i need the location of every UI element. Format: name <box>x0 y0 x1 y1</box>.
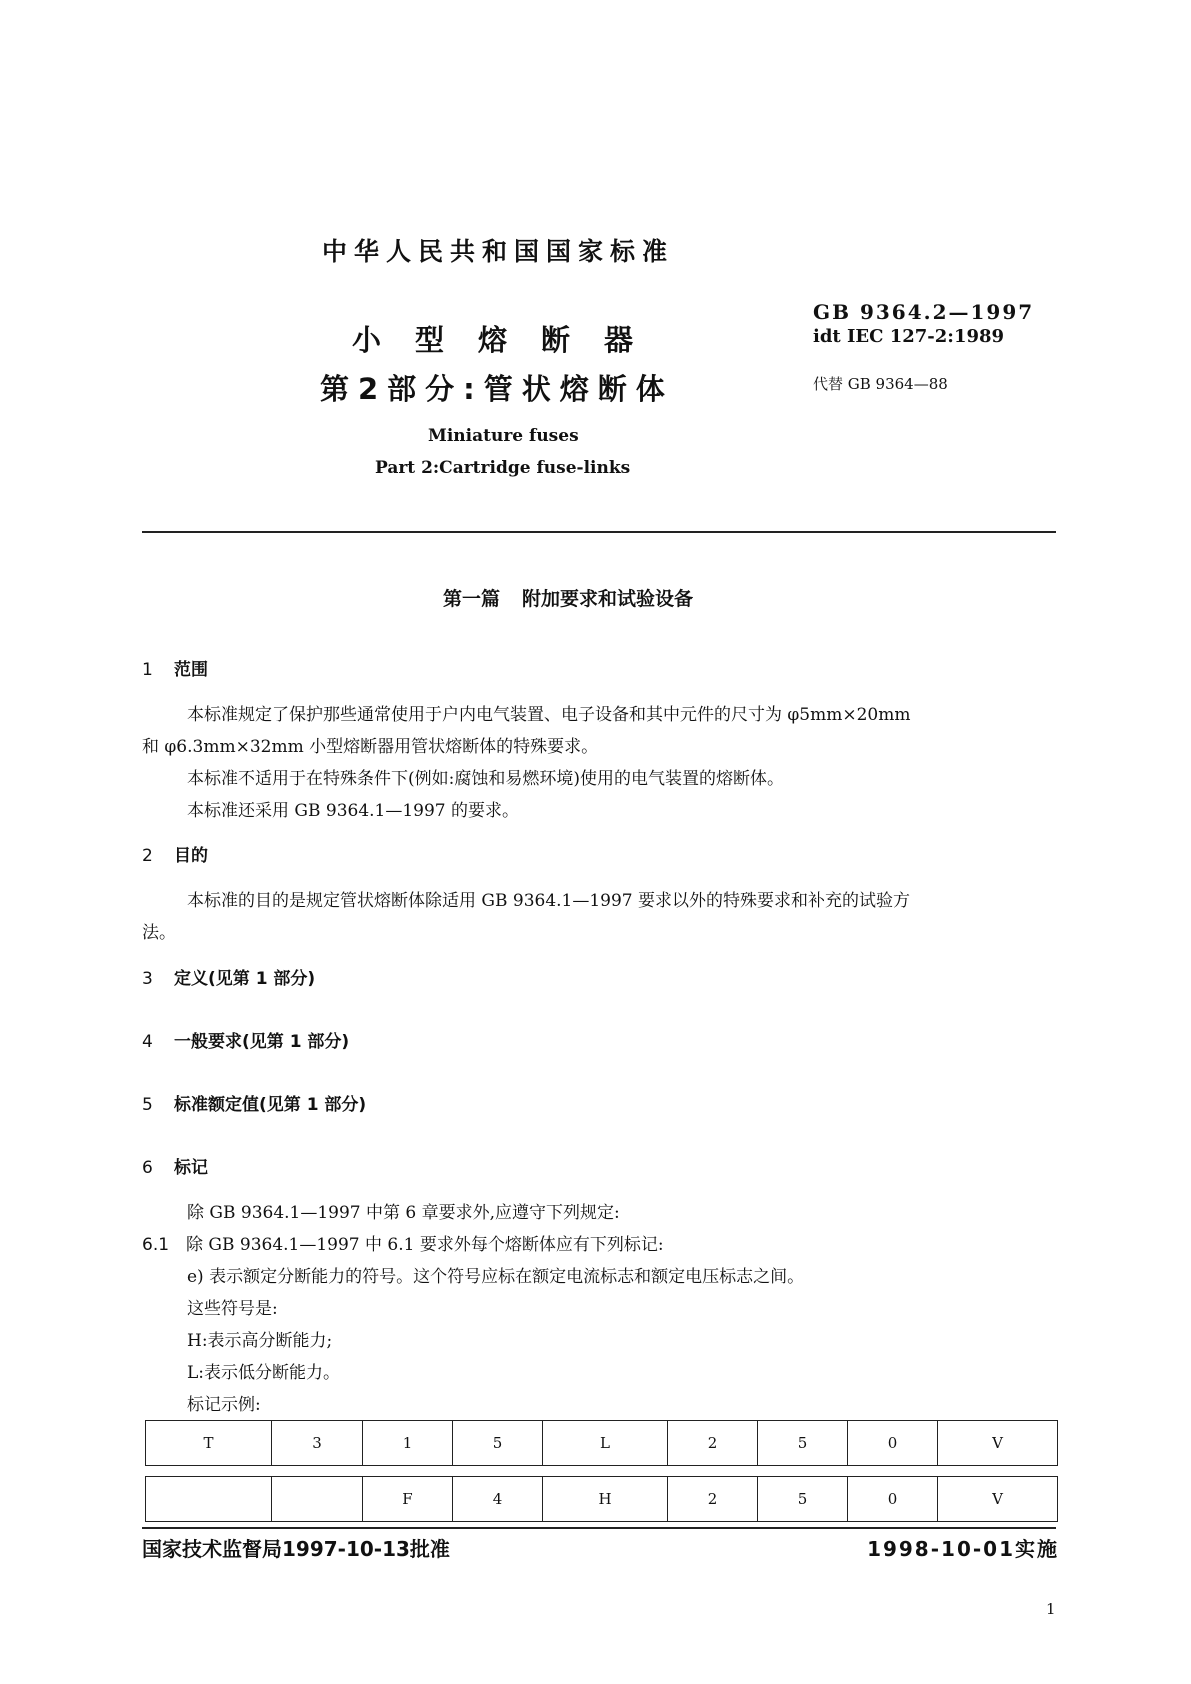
table-cell: 3 <box>272 1421 363 1466</box>
section-5-heading <box>142 1090 366 1115</box>
english-title-line1: Miniature fuses <box>428 426 579 446</box>
subsection-text: 除 GB 9364.1—1997 中 6.1 要求外每个熔断体应有下列标记: <box>186 1235 664 1255</box>
subsection-6-1 <box>142 1230 664 1255</box>
table-cell: 2 <box>668 1421 758 1466</box>
part-label: 第一篇 <box>443 588 501 610</box>
section-title: 定义(见第 1 部分) <box>174 969 316 989</box>
paragraph: 标记示例: <box>187 1395 261 1415</box>
section-number: 4 <box>142 1032 153 1052</box>
effective-date: 1998-10-01实施 <box>867 1537 1059 1561</box>
table-cell <box>272 1477 363 1522</box>
paragraph: 和 φ6.3mm×32mm 小型熔断器用管状熔断体的特殊要求。 <box>142 737 599 757</box>
section-number: 6 <box>142 1158 153 1178</box>
document-title-line1: 小型熔断器 <box>352 323 668 357</box>
paragraph: 本标准规定了保护那些通常使用于户内电气装置、电子设备和其中元件的尺寸为 φ5mm×20mm <box>187 705 911 725</box>
subsection-number: 6.1 <box>142 1235 170 1255</box>
marking-example-row1 <box>145 1420 1058 1466</box>
list-item: L:表示低分断能力。 <box>187 1363 341 1383</box>
section-title: 范围 <box>174 660 208 680</box>
table-cell: 0 <box>848 1477 938 1522</box>
table-cell: T <box>146 1421 272 1466</box>
marking-example-row2 <box>145 1476 1058 1522</box>
section-number: 1 <box>142 660 153 680</box>
table-cell: F <box>363 1477 453 1522</box>
table-cell: 2 <box>668 1477 758 1522</box>
table-cell: 5 <box>453 1421 543 1466</box>
table-cell: 5 <box>758 1477 848 1522</box>
paragraph: 法。 <box>142 923 176 943</box>
section-title: 标记 <box>174 1158 208 1178</box>
english-title-line2: Part 2:Cartridge fuse-links <box>375 458 631 478</box>
section-number: 5 <box>142 1095 153 1115</box>
paragraph: 这些符号是: <box>187 1299 278 1319</box>
list-item: e) 表示额定分断能力的符号。这个符号应标在额定电流标志和额定电压标志之间。 <box>187 1267 805 1287</box>
replaces-reference: 代替 GB 9364—88 <box>813 375 948 393</box>
idt-reference: idt IEC 127-2:1989 <box>813 326 1005 347</box>
table-cell <box>146 1477 272 1522</box>
paragraph: 本标准还采用 GB 9364.1—1997 的要求。 <box>187 801 520 821</box>
section-title: 一般要求(见第 1 部分) <box>174 1032 350 1052</box>
approval-date: 国家技术监督局1997-10-13批准 <box>142 1537 450 1561</box>
section-3-heading <box>142 964 315 989</box>
footer-divider <box>142 1527 1056 1529</box>
table-cell: V <box>938 1421 1058 1466</box>
paragraph: 本标准不适用于在特殊条件下(例如:腐蚀和易燃环境)使用的电气装置的熔断体。 <box>187 769 784 789</box>
section-2-heading <box>142 841 208 866</box>
part-title: 附加要求和试验设备 <box>522 588 694 610</box>
national-standard-heading: 中华人民共和国国家标准 <box>322 237 675 266</box>
section-title: 目的 <box>174 846 208 866</box>
section-title: 标准额定值(见第 1 部分) <box>174 1095 367 1115</box>
table-cell: H <box>543 1477 668 1522</box>
table-cell: 0 <box>848 1421 938 1466</box>
part-heading <box>443 584 715 611</box>
list-item: H:表示高分断能力; <box>187 1331 333 1351</box>
gb-number: GB 9364.2—1997 <box>813 300 1035 324</box>
table-cell: V <box>938 1477 1058 1522</box>
paragraph: 本标准的目的是规定管状熔断体除适用 GB 9364.1—1997 要求以外的特殊要求和补充的试验方 <box>187 891 911 911</box>
table-cell: L <box>543 1421 668 1466</box>
table-cell: 1 <box>363 1421 453 1466</box>
table-cell: 5 <box>758 1421 848 1466</box>
section-number: 3 <box>142 969 153 989</box>
section-1-heading <box>142 655 208 680</box>
section-number: 2 <box>142 846 153 866</box>
section-6-heading <box>142 1153 208 1178</box>
header-divider <box>142 531 1056 533</box>
table-cell: 4 <box>453 1477 543 1522</box>
page-number: 1 <box>1046 1600 1056 1618</box>
document-title-line2: 第2部分:管状熔断体 <box>320 372 674 406</box>
paragraph: 除 GB 9364.1—1997 中第 6 章要求外,应遵守下列规定: <box>187 1203 620 1223</box>
section-4-heading <box>142 1027 349 1052</box>
